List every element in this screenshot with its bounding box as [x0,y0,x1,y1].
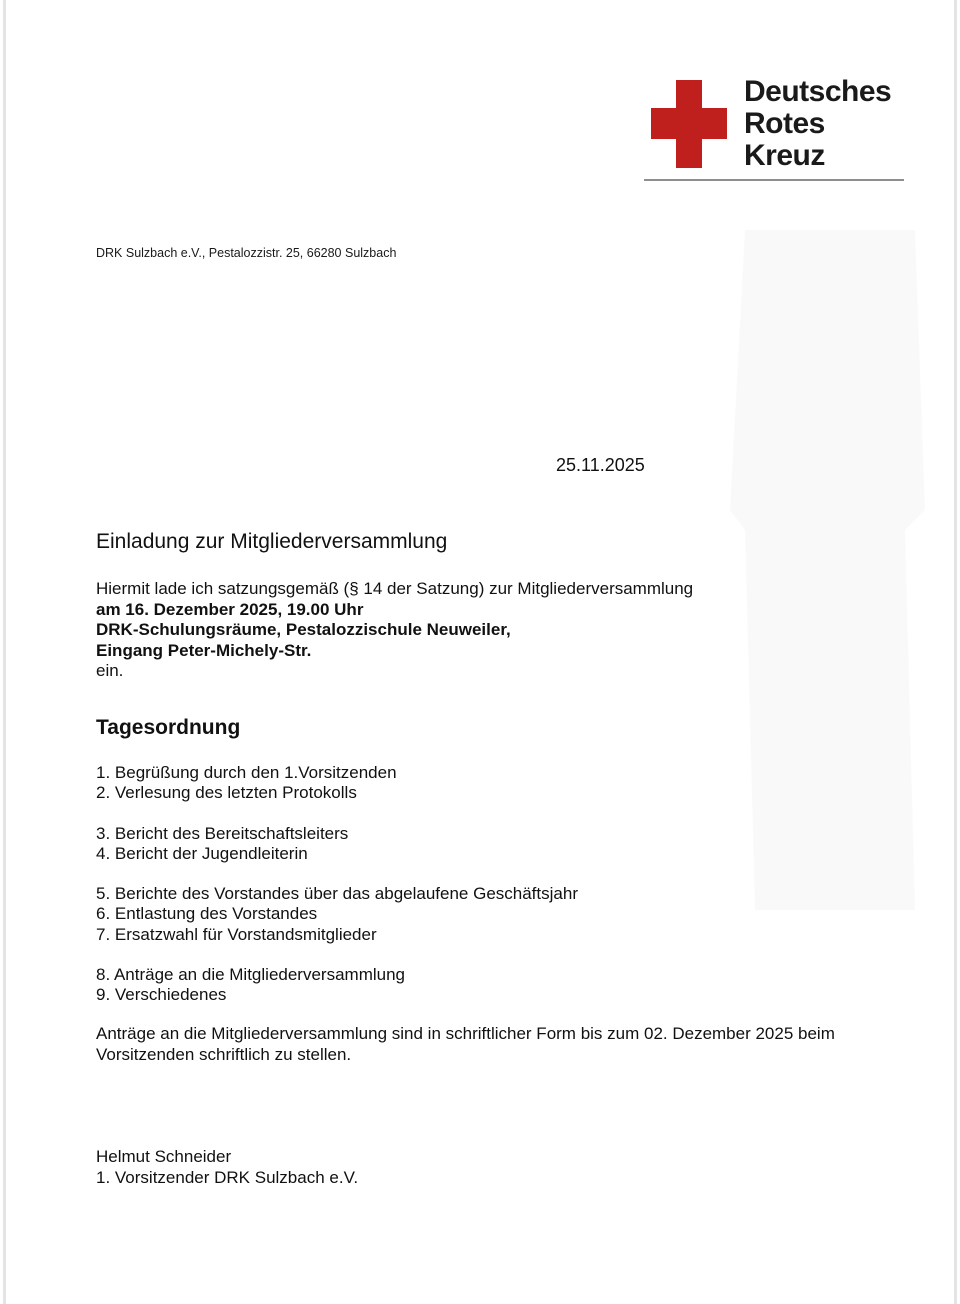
meeting-location: DRK-Schulungsräume, Pestalozzischule Neuweiler, [96,620,511,639]
agenda-item: 3. Bericht des Bereitschaftsleiters [96,823,349,843]
meeting-datetime: am 16. Dezember 2025, 19.00 Uhr [96,599,364,619]
watermark-emblem [715,210,945,930]
agenda-item: 1. Begrüßung durch den 1.Vorsitzenden [96,763,397,782]
letter-subject: Einladung zur Mitgliederversammlung [96,530,448,553]
logo-line-1: Deutsches [744,75,892,108]
sender-address: DRK Sulzbach e.V., Pestalozzistr. 25, 66280 Sulzbach [96,246,397,260]
intro-line: Hiermit lade ich satzungsgemäß (§ 14 der Satzung) zur Mitgliederversammlung [96,579,694,598]
agenda-list [96,763,578,1006]
page-edge-right [954,0,957,1304]
signatory-role: 1. Vorsitzender DRK Sulzbach e.V. [96,1168,359,1187]
agenda-title: Tagesordnung [96,716,241,739]
logo-line-2: Rotes [744,107,825,140]
agenda-item: 4. Bericht der Jugendleiterin [96,843,308,863]
agenda-item: 2. Verlesung des letzten Protokolls [96,783,357,803]
intro-closing: ein. [96,661,124,680]
agenda-item: 7. Ersatzwahl für Vorstandsmitglieder [96,924,377,944]
meeting-entrance: Eingang Peter-Michely-Str. [96,640,312,660]
agenda-item: 6. Entlastung des Vorstandes [96,904,318,924]
motions-note: Anträge an die Mitgliederversammlung sind in schriftlicher Form bis zum 02. Dezember 2025 beim Vorsitzenden schriftlich zu stellen. [96,1024,835,1064]
logo-wordmark [744,76,891,172]
signature-block [96,1146,358,1188]
page-edge-left [3,0,6,1304]
agenda-item: 8. Anträge an die Mitgliederversammlung [96,965,405,985]
red-cross-icon-bar [651,108,727,139]
intro-paragraph [96,579,693,682]
logo-line-3: Kreuz [744,139,825,172]
agenda-item: 5. Berichte des Vorstandes über das abgelaufene Geschäftsjahr [96,884,578,904]
agenda-item: 9. Verschiedenes [96,985,227,1005]
signatory-name: Helmut Schneider [96,1147,232,1166]
letter-date: 25.11.2025 [556,455,645,475]
drk-logo [644,66,904,181]
